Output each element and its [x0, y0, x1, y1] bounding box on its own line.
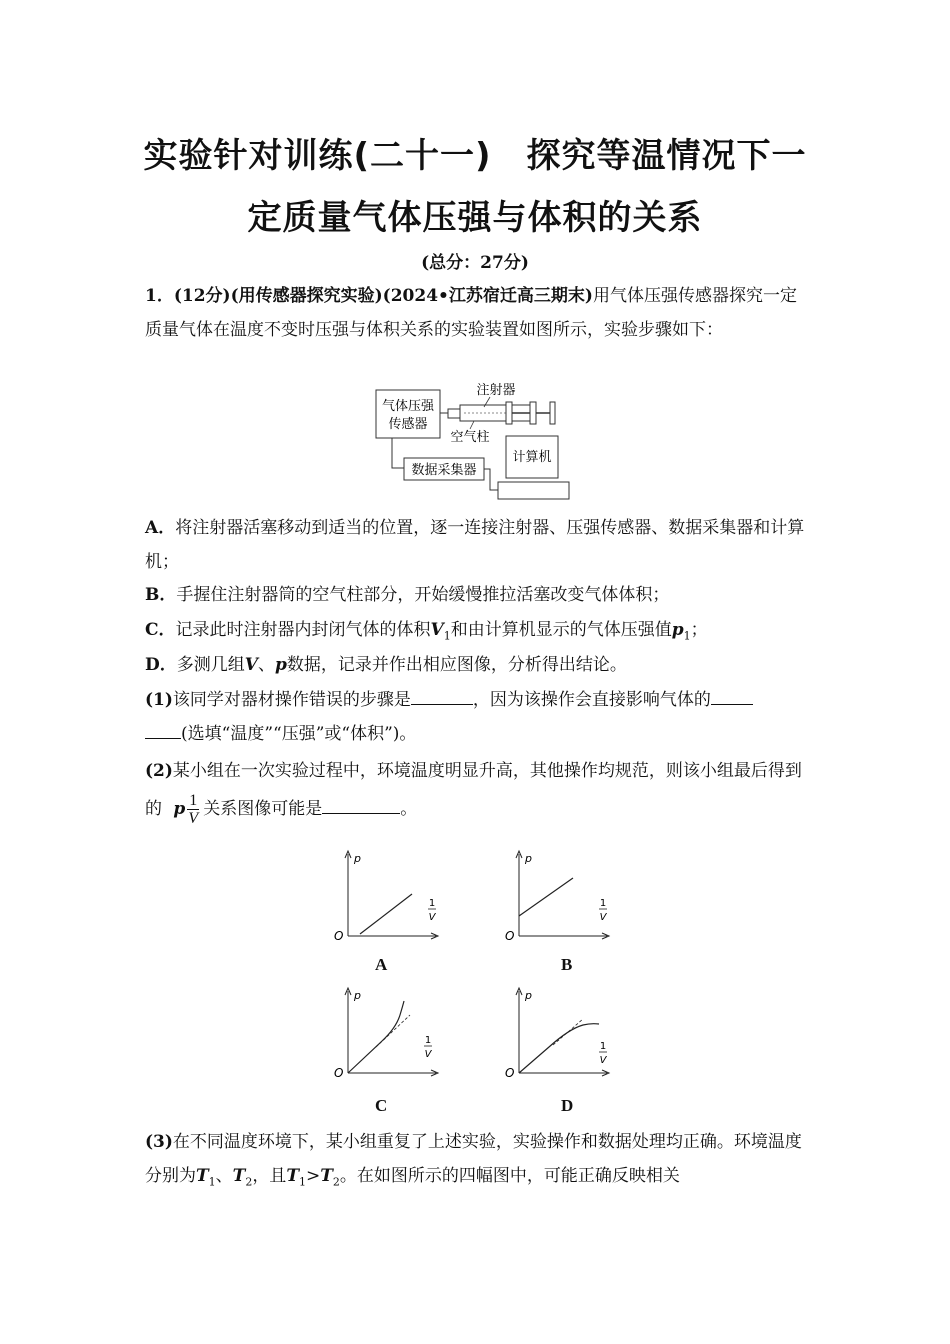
sub-question-1-text-1: 该同学对器材操作错误的步骤是: [172, 690, 411, 710]
sensor-label-1: 气体压强: [381, 399, 435, 414]
sub-question-3-number: (3): [145, 1132, 173, 1152]
and-text: ，且: [252, 1166, 287, 1186]
graph-a-label: A: [375, 955, 388, 974]
temperature-subscript-2: 2: [332, 1175, 340, 1189]
one-over-v-fraction: [187, 792, 199, 827]
answer-blank-graph[interactable]: [322, 793, 400, 814]
answer-blank-quantity-part-1[interactable]: [711, 684, 753, 705]
step-c-volume-subscript: 1: [443, 629, 451, 643]
graph-c: [332, 985, 442, 1080]
fraction-numerator: 1: [189, 792, 198, 809]
y-axis-label: p: [354, 852, 361, 865]
x-axis-label-denominator: V: [428, 912, 436, 923]
sub-question-3-text-2: 。在如图所示的四幅图中，可能正确反映相关: [339, 1166, 680, 1186]
sub-question-1-text-2: ，因为该操作会直接影响气体的: [472, 690, 711, 710]
sub-question-2-p-symbol: p: [173, 799, 186, 819]
greater-than: >: [305, 1166, 321, 1186]
piston: [506, 402, 512, 424]
graph-b: [503, 848, 613, 943]
y-axis-label: p: [525, 989, 532, 1002]
step-d: [145, 648, 810, 682]
step-d-separator: 、: [257, 655, 275, 675]
step-d-pressure-symbol: p: [274, 655, 287, 675]
sub-question-2-end: 。: [400, 799, 418, 819]
question-1-intro: [145, 279, 810, 347]
plunger-handle: [550, 402, 555, 424]
temperature-symbol: T: [286, 1166, 299, 1186]
total-score: (总分：27分): [421, 253, 529, 273]
sensor-cable: [392, 438, 404, 468]
graph-b-line: [519, 878, 573, 916]
answer-blank-quantity-part-2[interactable]: [145, 718, 181, 739]
step-b: [145, 578, 810, 612]
graph-d-curve: [519, 1024, 599, 1073]
x-axis-label-numerator: 1: [599, 898, 607, 909]
sub-question-1-number: (1): [145, 690, 173, 710]
sub-question-1: [145, 683, 810, 751]
separator: 、: [215, 1166, 233, 1186]
step-c-label: C．: [145, 620, 176, 640]
step-b-text: 手握住注射器筒的空气柱部分，开始缓慢推拉活塞改变气体体积；: [176, 585, 670, 605]
temperature-subscript-1: 1: [208, 1175, 216, 1189]
graph-c-curve: [348, 1001, 404, 1073]
temperature-subscript-1: 1: [298, 1175, 306, 1189]
temperature-symbol: T: [320, 1166, 333, 1186]
computer-label: 计算机: [512, 450, 552, 465]
origin-label: O: [334, 929, 344, 943]
sub-question-2-text-1: 某小组在一次实验过程中，环境温度明显升高，其他操作均规范，则该小组最后得到的: [145, 761, 802, 819]
origin-label: O: [334, 1066, 344, 1080]
air-column-label: 空气柱: [450, 430, 490, 445]
graph-c-label: C: [375, 1096, 388, 1115]
step-a-label: A．: [145, 518, 176, 538]
step-c-end: ；: [690, 620, 708, 640]
apparatus-diagram: [370, 378, 575, 503]
air-column-pointer: [470, 421, 474, 429]
graph-b-label: B: [561, 955, 573, 974]
step-c-pressure-subscript: 1: [683, 629, 691, 643]
step-d-label: D．: [145, 655, 177, 675]
sub-question-1-text-3: (选填“温度”“压强”或“体积”)。: [181, 724, 417, 744]
collector-label: 数据采集器: [411, 463, 477, 478]
step-d-text-2: 数据，记录并作出相应图像，分析得出结论。: [286, 655, 627, 675]
connector: [448, 409, 460, 418]
step-c-text-1: 记录此时注射器内封闭气体的体积: [175, 620, 431, 640]
computer-base: [498, 482, 569, 499]
sensor-label-2: 传感器: [388, 417, 428, 432]
x-axis-label-denominator: V: [599, 912, 607, 923]
y-axis-label: p: [525, 852, 532, 865]
x-axis-label-numerator: 1: [599, 1041, 607, 1052]
syringe-flange: [530, 402, 536, 424]
graph-d-label: D: [561, 1096, 574, 1115]
step-a: [145, 511, 810, 579]
graph-a-line: [360, 894, 412, 934]
sub-question-2: [145, 752, 810, 828]
x-axis-label-denominator: V: [599, 1055, 607, 1066]
sub-question-3-text-1: 在不同温度环境下，某小组重复了上述实验，实验操作和数据处理均正确。环境温度分别为: [145, 1132, 802, 1186]
page-title-line-2: 定质量气体压强与体积的关系: [247, 198, 703, 238]
origin-label: O: [505, 929, 515, 943]
syringe-label: 注射器: [476, 383, 516, 398]
sub-question-2-text-2: 关系图像可能是: [203, 799, 323, 819]
collector-cable: [484, 469, 498, 490]
origin-label: O: [505, 1066, 515, 1080]
question-number: 1．: [145, 286, 174, 306]
question-intro-text: 用气体压强传感器探究一定质量气体在温度不变时压强与体积关系的实验装置如图所示，实验步骤如下：: [145, 286, 797, 340]
page-title-line-1: 实验针对训练(二十一) 探究等温情况下一: [143, 136, 807, 176]
graph-d: [503, 985, 613, 1080]
step-c-text-2: 和由计算机显示的气体压强值: [450, 620, 672, 640]
step-d-volume-symbol: V: [244, 655, 258, 675]
step-a-text: 将注射器活塞移动到适当的位置，逐一连接注射器、压强传感器、数据采集器和计算机；: [145, 518, 805, 572]
question-header: (12分)(用传感器探究实验)(2024•江苏宿迁高三期末): [173, 286, 593, 306]
x-axis-label-numerator: 1: [428, 898, 436, 909]
fraction-denominator: V: [188, 810, 199, 827]
x-axis-label-numerator: 1: [424, 1035, 432, 1046]
answer-blank-step[interactable]: [411, 684, 473, 705]
sub-question-3: [145, 1125, 810, 1199]
temperature-symbol: T: [232, 1166, 246, 1186]
step-b-label: B．: [145, 585, 177, 605]
temperature-symbol: T: [196, 1166, 209, 1186]
x-axis-label-denominator: V: [424, 1049, 432, 1060]
sub-question-2-number: (2): [145, 761, 173, 781]
step-c-pressure-symbol: p: [671, 620, 684, 640]
y-axis-label: p: [354, 989, 361, 1002]
step-d-text-1: 多测几组: [176, 655, 245, 675]
graph-a: [332, 848, 442, 943]
step-c-volume-symbol: V: [430, 620, 444, 640]
temperature-subscript-2: 2: [245, 1175, 253, 1189]
